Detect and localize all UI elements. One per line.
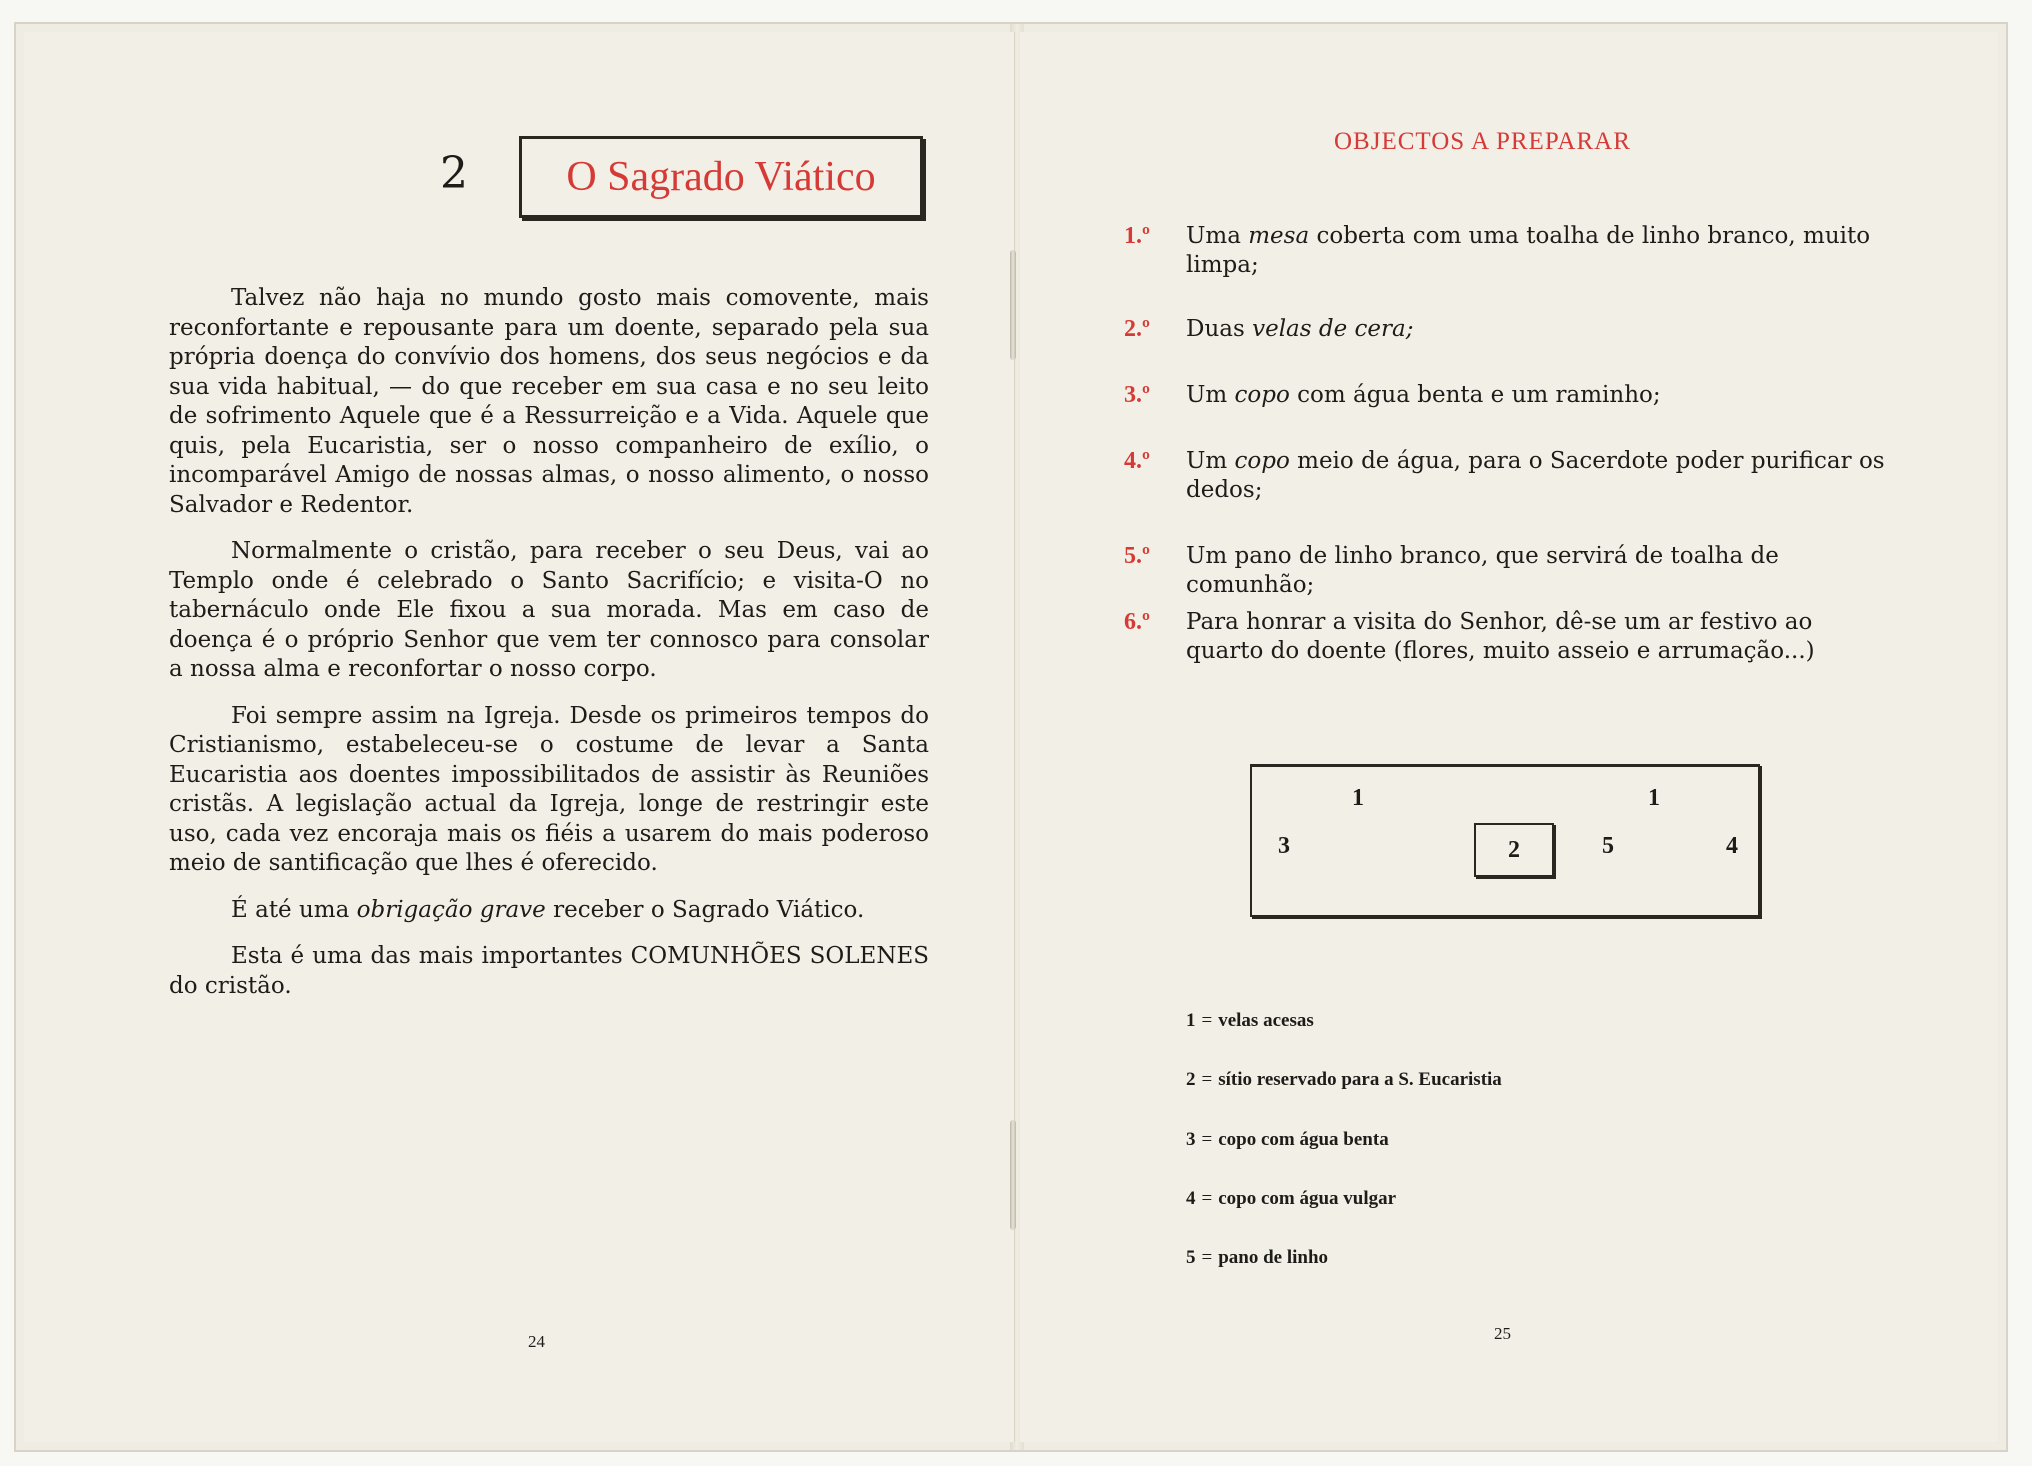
item-emphasis: mesa (1248, 223, 1310, 249)
section-heading: OBJECTOS A PREPARAR (1334, 128, 1631, 155)
chapter-number: 2 (440, 148, 468, 199)
legend-label: pano de linho (1218, 1247, 1329, 1268)
legend-equals: = (1201, 1247, 1213, 1268)
left-body-text (169, 284, 929, 1018)
legend-item (1186, 1247, 1328, 1269)
list-item (1124, 608, 1894, 666)
list-item-text (1186, 608, 1894, 666)
item-part: Uma (1186, 223, 1249, 249)
legend-key: 2 (1186, 1069, 1196, 1090)
chapter-title: O Sagrado Viático (566, 154, 876, 200)
legend-label: copo com água benta (1218, 1129, 1389, 1150)
legend-key: 5 (1186, 1247, 1196, 1268)
item-part: com água benta e um raminho; (1289, 382, 1661, 408)
page-number-left: 24 (528, 1332, 545, 1351)
list-item-number: 4.º (1124, 448, 1150, 474)
item-part: Para honrar a visita do Senhor, dê-se um ar festivo ao quarto do doente (flores, muito asseio e arrumação...) (1186, 609, 1815, 664)
list-item-text (1186, 315, 1894, 344)
diagram-label: 5 (1602, 833, 1614, 859)
legend-label: sítio reservado para a S. Eucaristia (1218, 1069, 1502, 1090)
legend-item (1186, 1069, 1502, 1091)
legend-key: 3 (1186, 1129, 1196, 1150)
diagram-label: 4 (1726, 833, 1738, 859)
list-item (1124, 542, 1894, 600)
diagram-label: 2 (1508, 836, 1520, 863)
list-item-number: 2.º (1124, 316, 1150, 342)
list-item-number: 6.º (1124, 609, 1150, 635)
page-number-right: 25 (1494, 1324, 1511, 1343)
item-emphasis: copo (1234, 448, 1290, 474)
diagram-label: 3 (1278, 833, 1290, 859)
paragraph (169, 896, 929, 926)
legend-item (1186, 1010, 1314, 1032)
list-item-text (1186, 447, 1894, 505)
table-layout-diagram (1250, 764, 1760, 917)
item-part: Um (1186, 382, 1235, 408)
item-emphasis: copo (1234, 382, 1290, 408)
list-item (1124, 447, 1894, 505)
list-item-text (1186, 222, 1894, 280)
chapter-title-box (519, 136, 923, 218)
diagram-label: 1 (1352, 785, 1364, 811)
legend-item (1186, 1188, 1396, 1210)
diagram-label: 1 (1648, 785, 1660, 811)
paragraph-emphasis: obrigação grave (356, 896, 546, 923)
list-item-text (1186, 542, 1894, 600)
staple-bottom (1010, 1120, 1016, 1230)
paragraph: Foi sempre assim na Igreja. Desde os primeiros tempos do Cristianismo, estabeleceu-se o costume de levar a Santa Eucaristia aos doentes impossibilitados de assistir às Reuniões cristãs. A legislação actual da Igreja, longe de restringir este uso, cada vez encoraja mais os fiéis a usarem do mais poderoso meio de santificação que lhes é oferecido. (169, 702, 929, 876)
list-item-number: 1.º (1124, 223, 1150, 249)
paragraph: Talvez não haja no mundo gosto mais comovente, mais reconfortante e repousante para um doente, separado pela sua própria doença do convívio dos homens, dos seus negócios e da sua vida habitual, — do que receber em sua casa e no seu leito de sofrimento Aquele que é a Ressurreição e a Vida. Aquele que quis, pela Eucaristia, ser o nosso companheiro de exílio, o incomparável Amigo de nossas almas, o nosso alimento, o nosso Salvador e Redentor. (169, 285, 929, 518)
paragraph: Normalmente o cristão, para receber o seu Deus, vai ao Templo onde é celebrado o Santo Sacrifício; e visita-O no tabernáculo onde Ele fixou a sua morada. Mas em caso de doença é o próprio Senhor que vem ter connosco para consolar a nossa alma e reconfortar o nosso corpo. (169, 538, 929, 682)
left-page (24, 32, 1015, 1442)
list-item-number: 3.º (1124, 382, 1150, 408)
legend-label: velas acesas (1218, 1010, 1314, 1031)
item-part: Um pano de linho branco, que servirá de toalha de comunhão; (1186, 543, 1779, 598)
list-item (1124, 381, 1894, 410)
legend-equals: = (1201, 1069, 1213, 1090)
item-part: meio de água, para o Sacerdote poder purificar os dedos; (1186, 448, 1885, 503)
item-emphasis: velas de cera; (1252, 316, 1414, 342)
diagram-eucharist-box (1474, 823, 1554, 877)
item-part: Um (1186, 448, 1235, 474)
paragraph-part: É até uma (231, 896, 357, 923)
list-item (1124, 315, 1894, 344)
legend-item (1186, 1129, 1389, 1151)
legend-equals: = (1201, 1010, 1213, 1031)
legend-key: 4 (1186, 1188, 1196, 1209)
item-part: Duas (1186, 316, 1253, 342)
paragraph-part: receber o Sagrado Viático. (545, 896, 865, 923)
item-part: coberta com uma toalha de linho branco, muito limpa; (1186, 223, 1871, 278)
list-item-number: 5.º (1124, 543, 1150, 569)
list-item-text (1186, 381, 1894, 410)
paragraph: Esta é uma das mais importantes COMUNHÕES SOLENES do cristão. (169, 943, 929, 999)
legend-label: copo com água vulgar (1218, 1188, 1397, 1209)
staple-top (1010, 250, 1016, 360)
legend-key: 1 (1186, 1010, 1196, 1031)
legend-equals: = (1201, 1129, 1213, 1150)
list-item (1124, 222, 1894, 280)
legend-equals: = (1201, 1188, 1213, 1209)
